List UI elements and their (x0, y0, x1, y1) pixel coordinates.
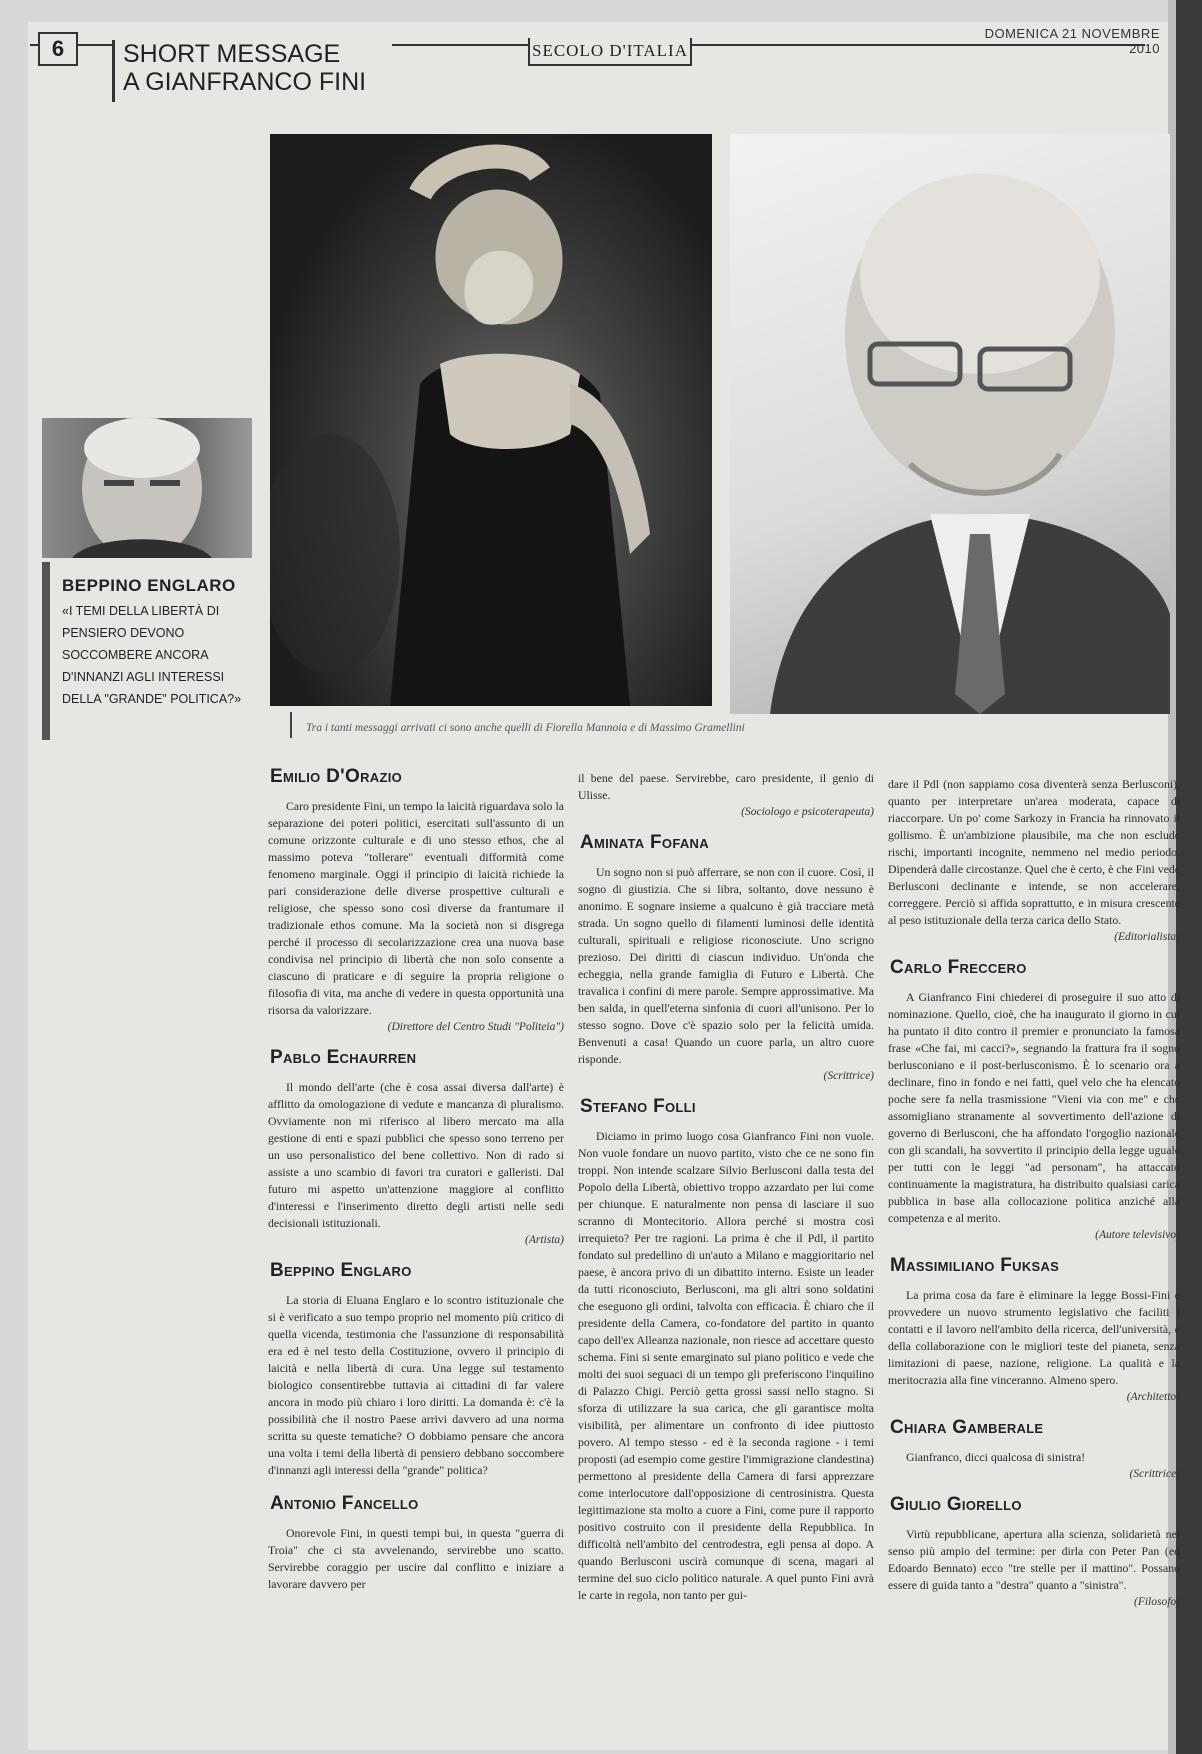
article (268, 1493, 564, 1593)
article-body: Diciamo in primo luogo cosa Gianfranco Fini non vuole. Non vuole fondare un nuovo partito, visto che ce ne sono fin troppi. Non intende scalzare Silvio Berlusconi dalla testa del Popolo della Libertà, obiettivo troppo azzardato per lui come per chiunque. E naturalmente non pensa di lasciare il suo scranno di Montecitorio. Allora perché si mostra così irrequieto? Per tre ragioni. La prima è che il Pdl, il partito fondato sul predellino di un'auto a Milano e maggioritario nel paese, è ancora privo di un dibattito interno. Esiste un leader da tutti riconosciuto, Berlusconi, ma gli altri sono soldatini che eseguono gli ordini, talvolta con efficacia. È chiaro che il presidente della Camera, co-fondatore del partito in quanto capo dell'ex Alleanza nazionale, non riesce ad accettare questo schema. Fini si sente emarginato sul piano politico e vede che molti dei suoi seguaci di un tempo gli preferiscono l'inquilino di Palazzo Chigi. Perciò getta grossi sassi nello stagno. Si sforza di utilizzare la sua carica, che gli garantisce molta visibilità, per alimentare un confronto di idee piuttosto povero. Al tempo stesso - ed è la seconda ragione - i temi proposti (ad esempio come gestire l'immigrazione clandestina) permettono al presidente della Camera di farsi apprezzare come interlocutore dall'opposizione di centrosinistra. Questa legittimazione sta molto a cuore a Fini, come pure il rapporto positivo costruito con il presidente della Repubblica. In difficoltà nell'ambito del centrodestra, egli pensa al dopo. A quando Berlusconi uscirà comunque di scena, magari al termine del suo ciclo politico naturale. A quel punto Fini avrà le carte in regola, non tanto per gui- (578, 1129, 874, 1602)
article (888, 1255, 1180, 1403)
quote-author: BEPPINO ENGLARO (62, 576, 236, 595)
article-body: Virtù repubblicane, apertura alla scienza, solidarietà nel senso più ampio del termine: per dirla con Peter Pan (ed Edoardo Bennato) ecco "tre stelle per il mattino". Possano essere di guida tanto a "destra" quanto a "sinistra". (888, 1527, 1180, 1592)
article-body: Caro presidente Fini, un tempo la laicità riguardava solo la separazione dei poteri politici, esercitati sull'assunto di un comune orizzonte culturale e di uno stesso ethos, che al massimo poteva "tollerare" eventuali difformità come fenomeno marginale. Oggi il principio di laicità richiede la pari considerazione delle diverse prospettive culturali e religiose, che spesso sono così diverse da frantumare il tradizionale ethos comune. Ma la società non si disgrega perché il processo di secolarizzazione crea una nuova base condivisa nel principio di libertà che non solo consente a ciascuno di praticare e di seguire la propria religione o filosofia di vita, ma anche di vedere in questa opportunità una risorsa da valorizzare. (268, 799, 564, 1017)
photo-singer-illustration (270, 134, 712, 706)
article-author: Pablo Echaurren (270, 1047, 417, 1068)
caption-rule (290, 712, 292, 738)
issue-date: DOMENICA 21 NOVEMBRE 2010 (984, 26, 1160, 56)
article-author: Massimiliano Fuksas (890, 1255, 1060, 1276)
masthead: SECOLO D'ITALIA (528, 38, 692, 66)
article-author: Emilio D'Orazio (270, 766, 403, 787)
article-body: Un sogno non si può afferrare, se non con il cuore. Così, il sogno di giustizia. Che si libra, soltanto, dove nessuno è anonimo. E sognare insieme a qualcuno è già tracciare metà strada. Un sogno quello di filamenti luminosi delle identità culturali, spirituali e religiose riconosciute. Uno scrigno prezioso. Dei diritti di ciascun individuo. Un'onda che echeggia, nella grande famiglia di Futuro e Libertà. Che travalica i confini di mere parole. Sempre approssimative. Ma ben salda, in quell'eterna sinfonia di cuori all'unisono. Per lo stesso sogno. Dove c'è spazio solo per la felicità umida. Benvenuti a casa! Quando un cuore parla, un altro cuore risponde. (578, 865, 874, 1066)
column-3 (888, 776, 1180, 1622)
article-author: Aminata Fofana (580, 832, 709, 853)
article-author: Carlo Freccero (890, 957, 1027, 978)
quote-text: «I TEMI DELLA LIBERTÀ DI PENSIERO DEVONO SOCCOMBERE ANCORA D'INNANZI AGLI INTERESSI DELLA "GRANDE" POLITICA?» (62, 604, 242, 706)
article-author: Antonio Fancello (270, 1493, 419, 1514)
article (578, 1096, 874, 1604)
article-signature: (Artista) (525, 1234, 564, 1246)
article-body: dare il Pdl (non sappiamo cosa diventerà senza Berlusconi), quanto per interpretare un'area moderata, capace di riaccorpare. Un po' come Sarkozy in Francia ha rinnovato il gollismo. È un'ambizione plausibile, ma che non esclude rischi, importanti incognite, nemmeno nel medio periodo. Dipenderà dalle circostanze. Quel che è certo, è che Fini vede Berlusconi declinante e intende, se non accelerare, correggere. Perciò si affida soprattutto, e in misura crescente al peso istituzionale della terza carica dello Stato. (888, 777, 1180, 927)
photo-englaro-illustration (42, 418, 252, 558)
article-body: A Gianfranco Fini chiederei di proseguire il suo atto di nominazione. Quello, cioè, che ha inaugurato il giorno in cui ha puntato il dito contro il premier e pronunciato la famosa frase «Che fai, mi cacci?», segnando la frattura fra il sogno berlusconiano e il post-berlusconismo. È lo scenario ora a declinare, fino in fondo e nei fatti, quel velo che ha elencato poche sere fa nella trasmissione "Vieni via con me" e che assomigliano stranamente al sovvertimento dell'azione di governo di Berlusconi, che ha affondato l'orgoglio nazionale con gli scandali, ha sovvertito il principio della legge uguale per tutti con le leggi "ad personam", ha attaccato continuamente la magistratura, ha distribuito qualsiasi carica pubblica in base alla collocazione politica anziché alla competenza e al merito. (888, 990, 1180, 1225)
article-signature: (Editorialista) (1114, 931, 1180, 943)
article-body: La prima cosa da fare è eliminare la legge Bossi-Fini e provvedere un nuovo strumento legislativo che faciliti i contatti e il lavoro nell'ambito della ricerca, dell'università, e della collaborazione con le migliori teste del pianeta, senza limitazioni di paese, nazione, religione. La qualità e la meritocrazia alla fine vinceranno. Almeno spero. (888, 1288, 1180, 1387)
sidebar-quote (42, 562, 252, 740)
photo-beppino-englaro (42, 418, 252, 558)
article-author: Beppino Englaro (270, 1260, 412, 1281)
article-signature: (Scrittrice) (823, 1070, 874, 1082)
page-number: 6 (38, 32, 78, 66)
article-body: il bene del paese. Servirebbe, caro presidente, il genio di Ulisse. (578, 771, 874, 802)
article-signature: (Filosofo) (1134, 1596, 1180, 1608)
article-signature: (Autore televisivo) (1095, 1229, 1180, 1241)
article-continuation (578, 770, 874, 818)
article (888, 957, 1180, 1241)
article-signature: (Direttore del Centro Studi "Politeia") (387, 1021, 564, 1033)
article-body: Onorevole Fini, in questi tempi bui, in questa "guerra di Troia" che ci sta avvelenando, servirebbe uno scatto. Servirebbe coraggio per uscire dal conflitto e iniziare a lavorare davvero per (268, 1526, 564, 1591)
article-body: Gianfranco, dicci qualcosa di sinistra! (906, 1450, 1086, 1464)
article (268, 1260, 564, 1479)
photo-man-illustration (730, 134, 1170, 714)
rubric-line-1: SHORT MESSAGE (123, 40, 341, 68)
photo-singer (270, 134, 712, 706)
column-1 (268, 766, 564, 1607)
photo-man-glasses (730, 134, 1170, 714)
article (268, 1047, 564, 1246)
article-author: Giulio Giorello (890, 1494, 1022, 1515)
article-author: Chiara Gamberale (890, 1417, 1044, 1438)
article-signature: (Scrittrice) (1129, 1468, 1180, 1480)
article (888, 1494, 1180, 1608)
rubric-line-2: A GIANFRANCO FINI (123, 68, 367, 96)
article (578, 832, 874, 1082)
article-body: La storia di Eluana Englaro e lo scontro istituzionale che si è verificato a suo tempo proprio nel momento più critico di quella vicenda, testimonia che l'assunzione di responsabilità era ed è nel testo della Costituzione, ovvero il principio di laicità e nella libertà di cura. Una legge sul testamento biologico consentirebbe tuttavia ai cittadini di far valere ancora in modo più chiaro i loro diritti. La domanda è: c'è la possibilità che il nostro Paese arrivi davvero ad una norma scritta su queste tematiche? O dobbiamo pensare che ancora una volta i temi della libertà di pensiero debbano soccombere d'innanzi agli interessi della "grande" politica? (268, 1293, 564, 1477)
photo-caption: Tra i tanti messaggi arrivati ci sono anche quelli di Fiorella Mannoia e di Massimo Gramellini (306, 722, 745, 734)
article-signature: (Sociologo e psicoterapeuta) (741, 806, 874, 818)
rubric-title (112, 40, 392, 102)
article-body: Il mondo dell'arte (che è cosa assai diversa dall'arte) è afflitto da omologazione di vedute e mancanza di pluralismo. Ovviamente non mi riferisco al libero mercato ma alla gestione di enti e spazi pubblici che spesso sono terreno per un uso personalistico del bene collettivo. Non di rado si assiste a uno scambio di favori tra curatori e galleristi. Dal futuro mi aspetto un'attenzione maggiore al conflitto d'interessi e l'inserimento diretto degli artisti nelle sedi decisionali istituzionali. (268, 1080, 564, 1230)
article (268, 766, 564, 1033)
article (888, 1417, 1180, 1480)
article-continuation (888, 776, 1180, 943)
column-2 (578, 770, 874, 1618)
article-signature: (Architetto) (1126, 1391, 1180, 1403)
article-author: Stefano Folli (580, 1096, 696, 1117)
